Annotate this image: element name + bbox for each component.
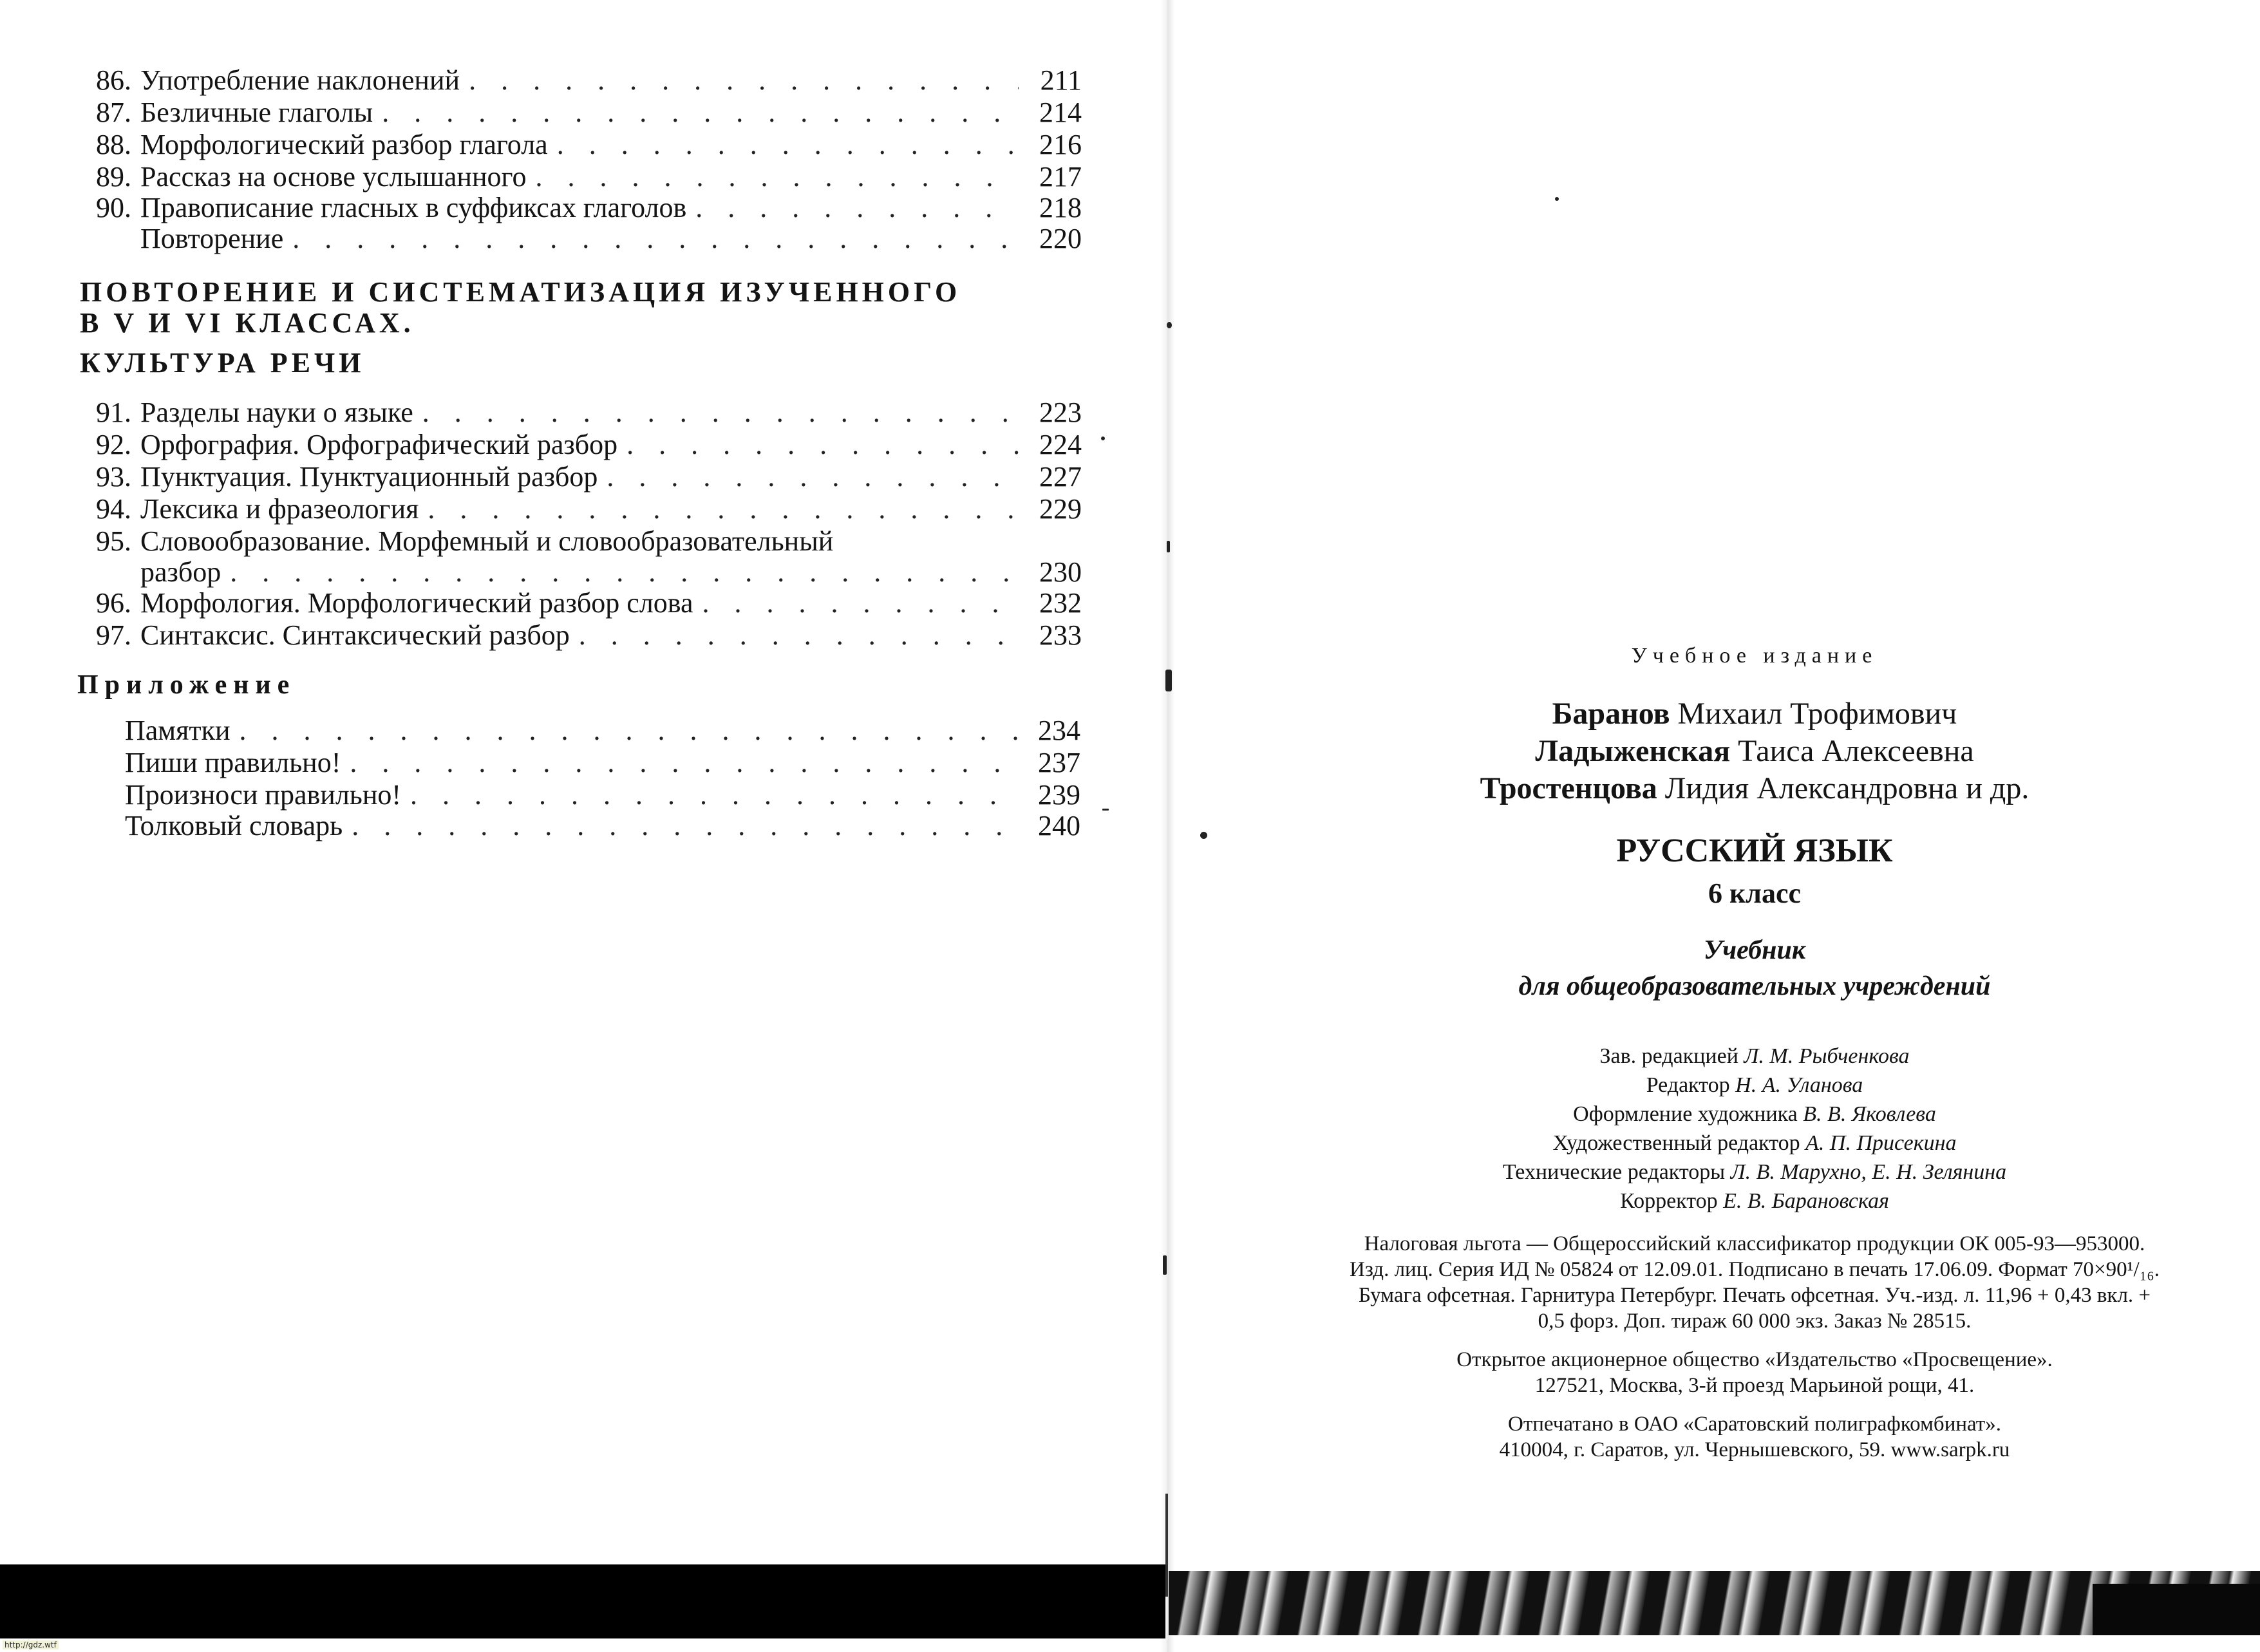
spine-mark: [1165, 1494, 1168, 1597]
toc-row: [77, 97, 1082, 129]
toc-number: 92.: [96, 429, 131, 460]
toc-number: 93.: [96, 461, 131, 493]
tech-line: Изд. лиц. Серия ИД № 05824 от 12.09.01. Подписано в печать 17.06.09. Формат 70×90¹/₁₆.: [1350, 1258, 2160, 1281]
toc-title: Лексика и фразеология: [140, 493, 419, 525]
author-surname: Баранов: [1552, 697, 1670, 731]
toc-leader: [352, 810, 1017, 842]
printer-line: Отпечатано в ОАО «Саратовский полиграфкомбинат».: [1508, 1413, 2001, 1436]
toc-title: Пиши правильно!: [125, 747, 341, 778]
toc-leader: [240, 715, 1017, 747]
staff-person: Е. В. Барановская: [1723, 1189, 1889, 1213]
toc-leader: [382, 97, 1019, 129]
toc-page-number: 234: [1038, 715, 1080, 746]
book-title: РУССКИЙ ЯЗЫК: [1616, 832, 1893, 869]
scan-speck: [1163, 1255, 1167, 1275]
toc-page-number: 233: [1039, 619, 1082, 651]
toc-row: [77, 525, 1082, 558]
toc-leader: [469, 64, 1019, 97]
book-grade: 6 класс: [1708, 878, 1802, 909]
toc-page-number: 239: [1038, 779, 1080, 811]
author-name: Михаил Трофимович: [1677, 697, 1957, 731]
toc-number: 90.: [96, 192, 131, 223]
toc-row: [77, 556, 1082, 588]
toc-row: [125, 747, 1080, 779]
toc-title: Правописание гласных в суффиксах глаголов: [140, 192, 687, 223]
toc-title: Безличные глаголы: [140, 97, 373, 128]
toc-leader: [292, 223, 1019, 255]
toc-row: [125, 715, 1080, 747]
staff-line: [1210, 1158, 2260, 1187]
author-line: [1210, 695, 2260, 733]
toc-title: Произноси правильно!: [125, 779, 402, 811]
toc-title: Разделы науки о языке: [140, 397, 413, 428]
tech-line: Бумага офсетная. Гарнитура Петербург. Печать офсетная. Уч.-изд. л. 11,96 + 0,43 вкл. +: [1358, 1284, 2151, 1307]
toc-title: Синтаксис. Синтаксический разбор: [140, 619, 570, 651]
section-heading: В V И VI КЛАССАХ.: [80, 307, 415, 339]
toc-leader: [428, 493, 1019, 525]
toc-number: 86.: [96, 64, 131, 96]
toc-number: 91.: [96, 397, 131, 428]
toc-row: [77, 397, 1082, 429]
toc-page-number: 214: [1039, 97, 1082, 128]
tech-line: Налоговая льгота — Общероссийский классификатор продукции ОК 005-93—953000.: [1364, 1232, 2145, 1255]
toc-number: 94.: [96, 493, 131, 525]
toc-title: Толковый словарь: [125, 810, 343, 841]
toc-row: [77, 129, 1082, 161]
toc-row: [77, 429, 1082, 461]
toc-leader: [695, 192, 1019, 224]
scan-speck: [1167, 322, 1172, 328]
publisher-line: 127521, Москва, 3-й проезд Марьиной рощи, 41.: [1534, 1374, 1975, 1397]
author-name: Таиса Алексеевна: [1738, 734, 1974, 768]
toc-leader: [579, 619, 1019, 652]
section-heading: КУЛЬТУРА РЕЧИ: [80, 347, 365, 379]
toc-row: [125, 779, 1080, 811]
publisher-line: Открытое акционерное общество «Издательство «Просвещение».: [1456, 1348, 2053, 1371]
staff-person: В. В. Яковлева: [1803, 1102, 1936, 1126]
edition-label: Учебное издание: [1631, 644, 1878, 668]
toc-leader: [422, 397, 1019, 429]
staff-person: А. П. Присекина: [1805, 1131, 1957, 1155]
toc-title: Рассказ на основе услышанного: [140, 161, 527, 192]
toc-number: 96.: [96, 587, 131, 619]
toc-title: Повторение: [140, 223, 284, 254]
toc-title: Морфологический разбор глагола: [140, 129, 548, 160]
staff-role: Технические редакторы: [1502, 1160, 1726, 1184]
toc-page-number: 220: [1039, 223, 1082, 254]
appendix-heading: Приложение: [77, 670, 296, 700]
staff-role: Редактор: [1646, 1073, 1730, 1097]
toc-title: Орфография. Орфографический разбор: [140, 429, 618, 460]
toc-leader: [702, 587, 1019, 619]
toc-row: [77, 161, 1082, 193]
author-surname: Тростенцова: [1480, 771, 1657, 805]
toc-page-number: 216: [1039, 129, 1082, 160]
toc-page-number: 218: [1039, 192, 1082, 223]
toc-title: Употребление наклонений: [140, 64, 460, 96]
toc-leader: [410, 779, 1017, 811]
toc-number: 89.: [96, 161, 131, 192]
toc-row: [77, 619, 1082, 652]
staff-role: Оформление художника: [1573, 1102, 1798, 1126]
toc-title: Словообразование. Морфемный и словообразовательный: [140, 525, 834, 557]
toc-row: [77, 493, 1082, 525]
toc-row: [125, 810, 1080, 842]
source-watermark: http://gdz.wtf: [3, 1640, 59, 1649]
scan-speck: [1167, 541, 1170, 552]
toc-number: 87.: [96, 97, 131, 128]
toc-row: [77, 461, 1082, 493]
staff-person: Н. А. Уланова: [1735, 1073, 1863, 1097]
toc-page-number: 229: [1039, 493, 1082, 525]
toc-leader: [557, 129, 1019, 161]
staff-line: [1210, 1187, 2260, 1216]
toc-number: 88.: [96, 129, 131, 160]
staff-role: Корректор: [1620, 1189, 1718, 1213]
book-type: для общеобразовательных учреждений: [1518, 971, 1991, 1001]
staff-line: [1210, 1129, 2260, 1158]
toc-page-number: 227: [1039, 461, 1082, 493]
printer-line: 410004, г. Саратов, ул. Чернышевского, 59. www.sarpk.ru: [1499, 1438, 2010, 1461]
toc-leader: [607, 461, 1019, 493]
staff-person: Л. В. Марухно, Е. Н. Зелянина: [1730, 1160, 2007, 1184]
section-heading: ПОВТОРЕНИЕ И СИСТЕМАТИЗАЦИЯ ИЗУЧЕННОГО: [80, 276, 961, 308]
author-name: Лидия Александровна и др.: [1664, 771, 2029, 805]
staff-line: [1210, 1071, 2260, 1100]
toc-row: [77, 587, 1082, 619]
toc-page-number: 224: [1039, 429, 1082, 460]
toc-leader: [535, 161, 1019, 193]
toc-row: [77, 223, 1082, 255]
toc-page-number: 217: [1039, 161, 1082, 192]
author-line: [1210, 770, 2260, 807]
toc-leader: [230, 556, 1019, 588]
author-surname: Ладыженская: [1535, 734, 1731, 768]
staff-role: Художественный редактор: [1552, 1131, 1800, 1155]
toc-title: Памятки: [125, 715, 231, 746]
toc-title: Морфология. Морфологический разбор слова: [140, 587, 693, 619]
staff-role: Зав. редакцией: [1599, 1044, 1738, 1068]
toc-page-number: 232: [1039, 587, 1082, 619]
toc-row: [77, 64, 1082, 97]
toc-page-number: 237: [1038, 747, 1080, 778]
toc-page-number: 230: [1039, 556, 1082, 588]
scan-speck: [1165, 670, 1172, 691]
toc-page-number: 223: [1039, 397, 1082, 428]
staff-line: [1210, 1100, 2260, 1129]
toc-page-number: 240: [1038, 810, 1080, 841]
toc-number: 95.: [96, 525, 131, 557]
toc-page-number: 211: [1040, 64, 1082, 96]
author-line: [1210, 733, 2260, 770]
toc-leader: [350, 747, 1017, 779]
staff-person: Л. М. Рыбченкова: [1744, 1044, 1910, 1068]
tech-line: 0,5 форз. Доп. тираж 60 000 экз. Заказ № 28515.: [1538, 1309, 1972, 1333]
toc-row: [77, 192, 1082, 224]
toc-title: разбор: [140, 556, 221, 588]
book-type: Учебник: [1703, 935, 1806, 965]
toc-number: 97.: [96, 619, 131, 651]
staff-line: [1210, 1042, 2260, 1071]
imprint-page: [1172, 0, 2260, 1652]
toc-leader: [626, 429, 1019, 461]
toc-title: Пунктуация. Пунктуационный разбор: [140, 461, 598, 493]
